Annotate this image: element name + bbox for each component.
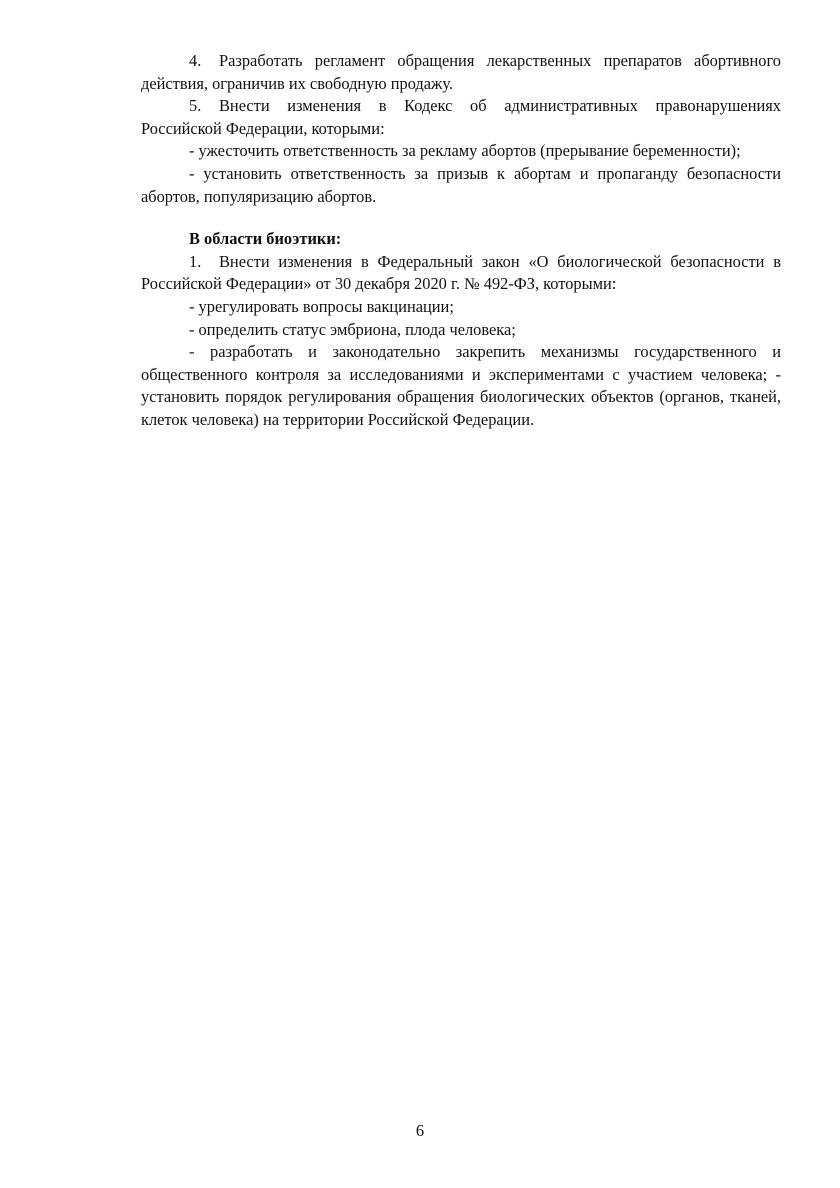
bullet-item: - ужесточить ответственность за рекламу абортов (прерывание беременности); [189,141,741,161]
bullet-item: - урегулировать вопросы вакцинации; [189,296,454,316]
bullet-item: - определить статус эмбриона, плода человека; [189,319,516,339]
item-number: 4. [189,51,202,70]
document-body [141,50,781,432]
item-text: Внести изменения в Федеральный закон «О биологической безопасности в Российской Федерации» от 30 декабря 2020 г. № 492-ФЗ, которыми: [141,251,781,294]
item-number: 5. [189,96,202,116]
item-text: Внести изменения в Кодекс об административных правонарушениях Российской Федерации, которыми: [141,96,781,138]
list-item [141,95,781,140]
list-item [141,251,781,296]
list-item [141,50,781,95]
item-text: Разработать регламент обращения лекарственных препаратов абортивного действия, ограничив их свободную продажу. [141,51,781,93]
bullet-item: - установить ответственность за призыв к абортам и пропаганду безопасности абортов, популяризацию абортов. [141,163,781,206]
item-number: 1. [189,251,202,271]
section-heading: В области биоэтики: [189,229,342,249]
page-number: 6 [415,1121,425,1140]
bullet-item: - разработать и законодательно закрепить механизмы государственного и общественного контроля за исследованиями и экспериментами с участием человека; - установить порядок регулирования обращения биологических объектов (органов, тканей, клеток человека) на территории Российской Федерации. [141,342,781,429]
